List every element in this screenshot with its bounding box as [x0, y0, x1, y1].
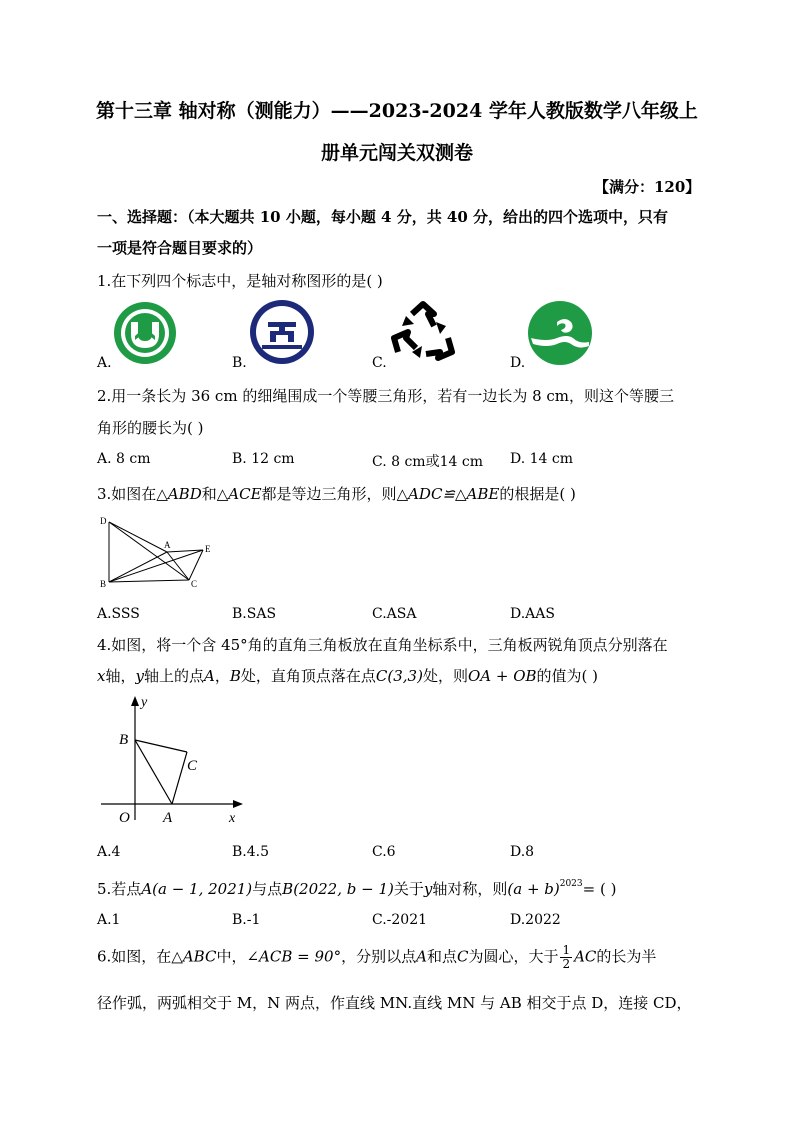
q3-label-a: A — [164, 540, 171, 550]
question-1-stem: 1.在下列四个标志中，是轴对称图形的是( ) — [97, 272, 383, 290]
question-2-stem: 2.用一条长为 36 cm 的细绳围成一个等腰三角形，若有一边长为 8 cm，则这个等腰三 — [97, 387, 675, 405]
q5-option-d: D.2022 — [510, 912, 561, 928]
full-score: 【满分：120】 — [594, 178, 701, 196]
q3-label-b: B — [100, 579, 107, 589]
q5-option-a: A.1 — [97, 912, 121, 928]
question-4-stem-cont: x轴，y轴上的点A，B处，直角顶点落在点C(3,3)处，则OA + OB的值为( ) — [97, 667, 598, 685]
q3-option-b: B.SAS — [232, 606, 277, 622]
q4-option-c: C.6 — [372, 844, 396, 860]
blue-circle-logo-icon — [248, 298, 316, 366]
q3-option-d: D.AAS — [510, 606, 555, 622]
q1-option-a: A. — [97, 355, 112, 371]
q4-option-d: D.8 — [510, 844, 535, 860]
q3-label-d: D — [100, 516, 107, 526]
q4-coordinate-figure — [97, 690, 247, 830]
q4-option-b: B.4.5 — [232, 844, 270, 860]
q5-option-c: C.-2021 — [372, 912, 428, 928]
q4-label-o: O — [119, 810, 130, 826]
q3-label-e: E — [205, 544, 211, 554]
q2-option-c: C. 8 cm或14 cm — [372, 454, 483, 470]
document-title-line-1: 第十三章 轴对称（测能力）——2023-2024 学年人教版数学八年级上 — [96, 100, 698, 122]
q1-option-c: C. — [372, 355, 387, 371]
q2-option-a: A. 8 cm — [97, 451, 151, 467]
question-6-stem-cont: 径作弧，两弧相交于 M，N 两点，作直线 MN.直线 MN 与 AB 相交于点 D，连接 CD， — [97, 994, 692, 1012]
section-heading: 一、选择题：（本大题共 10 小题，每小题 4 分，共 40 分，给出的四个选项中，只有 — [97, 208, 669, 226]
question-3-stem: 3.如图在△ABD和△ACE都是等边三角形，则△ADC≌△ABE的根据是( ) — [97, 485, 576, 503]
green-u-logo-icon — [112, 300, 178, 366]
q4-label-a: A — [163, 810, 173, 826]
recycle-logo-icon — [390, 300, 456, 366]
one-half-fraction: $\frac{1}{2}$ — [562, 943, 571, 971]
q1-option-b: B. — [232, 355, 247, 371]
q5-option-b: B.-1 — [232, 912, 261, 928]
q2-option-d: D. 14 cm — [510, 451, 574, 467]
q4-label-c: C — [187, 758, 198, 774]
document-title-line-2: 册单元闯关双测卷 — [320, 142, 473, 164]
question-5-stem: 5.若点A(a − 1, 2021)与点B(2022, b − 1)关于y轴对称，则$(a + b)^{2023}=$ ( ) — [97, 879, 617, 898]
q3-option-c: C.ASA — [372, 606, 417, 622]
q3-triangle-figure — [97, 512, 217, 590]
green-drop-logo-icon — [527, 300, 593, 366]
q4-option-a: A.4 — [97, 844, 121, 860]
question-6-stem: 6.如图，在△ABC中，∠ACB = 90°，分别以点A和点C为圆心，大于 $\frac{1}{2}$ AC的长为半 — [97, 943, 657, 971]
q4-label-b: B — [119, 732, 129, 748]
q1-option-d: D. — [510, 355, 526, 371]
q4-label-y: y — [141, 695, 148, 710]
q3-option-a: A.SSS — [97, 606, 140, 622]
question-4-stem: 4.如图，将一个含 45°角的直角三角板放在直角坐标系中，三角板两锐角顶点分别落在 — [97, 636, 668, 654]
q2-option-b: B. 12 cm — [232, 451, 295, 467]
question-2-stem-cont: 角形的腰长为( ) — [97, 419, 204, 437]
section-heading-cont: 一项是符合题目要求的） — [97, 239, 263, 257]
q4-label-x: x — [229, 811, 236, 826]
q3-label-c: C — [191, 579, 198, 589]
